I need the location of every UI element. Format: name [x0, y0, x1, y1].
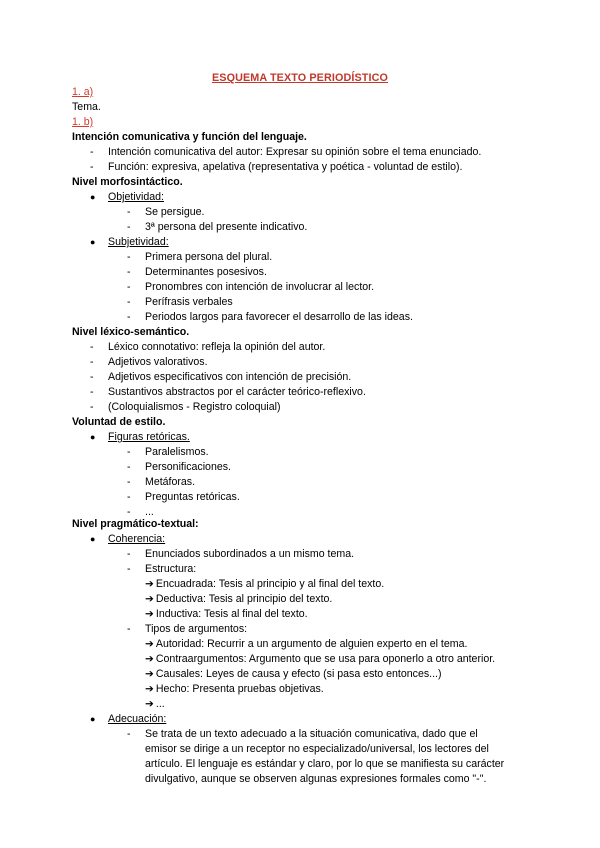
arrow-item — [145, 668, 442, 681]
arrow-item-text: Causales: Leyes de causa y efecto (si pasa esto entonces...) — [155, 668, 442, 680]
subheading-adecuacion: Adecuación: — [108, 713, 167, 725]
heading-morfosintactico: Nivel morfosintáctico. — [72, 176, 183, 188]
list-item: (Coloquialismos - Registro coloquial) — [108, 401, 281, 413]
dash-marker: - — [127, 623, 131, 635]
list-item: Periodos largos para favorecer el desarrollo de las ideas. — [145, 311, 413, 323]
arrow-item-text: Inductiva: Tesis al final del texto. — [155, 608, 308, 620]
paragraph-line: artículo. El lenguaje es estándar y claro, por lo que se manifiesta su carácter — [145, 758, 505, 770]
list-item: Intención comunicativa del autor: Expresar su opinión sobre el tema enunciado. — [108, 146, 482, 158]
section-label-1b: 1. b) — [72, 116, 94, 128]
dash-marker: - — [127, 476, 131, 488]
dash-marker: - — [127, 563, 131, 575]
dash-marker: - — [127, 311, 131, 323]
dash-marker: - — [90, 356, 94, 368]
arrow-item — [145, 593, 332, 606]
arrow-item-text: Hecho: Presenta pruebas objetivas. — [155, 683, 324, 695]
bullet-marker: ● — [90, 192, 96, 202]
arrow-icon: ➔ — [145, 608, 154, 620]
list-item: Función: expresiva, apelativa (representativa y poética - voluntad de estilo). — [108, 161, 463, 173]
dash-marker: - — [127, 266, 131, 278]
paragraph-line: divulgativo, aunque se observen algunas expresiones formales como "-". — [145, 773, 487, 785]
arrow-icon: ➔ — [145, 653, 154, 665]
list-item: Perífrasis verbales — [145, 296, 233, 308]
dash-marker: - — [127, 548, 131, 560]
dash-marker: - — [127, 491, 131, 503]
dash-marker: - — [127, 281, 131, 293]
dash-marker: - — [90, 161, 94, 173]
dash-marker: - — [90, 386, 94, 398]
arrow-item — [145, 653, 495, 666]
dash-marker: - — [90, 371, 94, 383]
list-item: ... — [145, 506, 154, 518]
bullet-marker: ● — [90, 237, 96, 247]
list-item: Adjetivos valorativos. — [108, 356, 208, 368]
section-label-1a: 1. a) — [72, 86, 94, 98]
list-item: Se persigue. — [145, 206, 205, 218]
list-item-estructura: Estructura: — [145, 563, 197, 575]
arrow-item — [145, 698, 165, 711]
list-item: Adjetivos especificativos con intención de precisión. — [108, 371, 352, 383]
heading-pragmatico-textual: Nivel pragmático-textual: — [72, 518, 199, 530]
heading-voluntad-estilo: Voluntad de estilo. — [72, 416, 166, 428]
list-item: Paralelismos. — [145, 446, 209, 458]
dash-marker: - — [90, 401, 94, 413]
list-item-argumentos: Tipos de argumentos: — [145, 623, 248, 635]
dash-marker: - — [127, 446, 131, 458]
arrow-item — [145, 683, 324, 696]
arrow-icon: ➔ — [145, 638, 154, 650]
paragraph-line: Se trata de un texto adecuado a la situación comunicativa, dado que el — [145, 728, 478, 740]
list-item: Léxico connotativo: refleja la opinión del autor. — [108, 341, 326, 353]
arrow-item — [145, 578, 384, 591]
arrow-icon: ➔ — [145, 593, 154, 605]
subheading-coherencia: Coherencia: — [108, 533, 166, 545]
heading-intencion: Intención comunicativa y función del lenguaje. — [72, 131, 307, 143]
dash-marker: - — [90, 341, 94, 353]
dash-marker: - — [127, 296, 131, 308]
subheading-subjetividad: Subjetividad: — [108, 236, 169, 248]
arrow-item — [145, 608, 308, 621]
bullet-marker: ● — [90, 714, 96, 724]
list-item: Personificaciones. — [145, 461, 231, 473]
document-title: ESQUEMA TEXTO PERIODÍSTICO — [212, 72, 388, 84]
list-item: Metáforas. — [145, 476, 196, 488]
subheading-objetividad: Objetividad: — [108, 191, 164, 203]
list-item: Pronombres con intención de involucrar al lector. — [145, 281, 375, 293]
list-item: Enunciados subordinados a un mismo tema. — [145, 548, 355, 560]
arrow-item — [145, 638, 467, 651]
dash-marker: - — [127, 728, 131, 740]
list-item: 3ª persona del presente indicativo. — [145, 221, 308, 233]
dash-marker: - — [127, 506, 131, 518]
arrow-item-text: Deductiva: Tesis al principio del texto. — [155, 593, 333, 605]
bullet-marker: ● — [90, 432, 96, 442]
arrow-icon: ➔ — [145, 668, 154, 680]
dash-marker: - — [127, 221, 131, 233]
arrow-item-text: Contraargumentos: Argumento que se usa para oponerlo a otro anterior. — [155, 653, 496, 665]
dash-marker: - — [127, 461, 131, 473]
paragraph-line: emisor se dirige a un receptor no especializado/universal, los lectores del — [145, 743, 489, 755]
subheading-figuras: Figuras retóricas. — [108, 431, 190, 443]
arrow-item-text: Autoridad: Recurrir a un argumento de alguien experto en el tema. — [155, 638, 468, 650]
arrow-icon: ➔ — [145, 578, 154, 590]
list-item: Preguntas retóricas. — [145, 491, 240, 503]
list-item: Sustantivos abstractos por el carácter teórico-reflexivo. — [108, 386, 366, 398]
bullet-marker: ● — [90, 534, 96, 544]
heading-lexico-semantico: Nivel léxico-semántico. — [72, 326, 190, 338]
arrow-icon: ➔ — [145, 683, 154, 695]
arrow-icon: ➔ — [145, 698, 154, 710]
arrow-item-text: Encuadrada: Tesis al principio y al final del texto. — [155, 578, 385, 590]
arrow-item-text: ... — [155, 698, 165, 710]
dash-marker: - — [127, 206, 131, 218]
dash-marker: - — [90, 146, 94, 158]
dash-marker: - — [127, 251, 131, 263]
list-item: Determinantes posesivos. — [145, 266, 267, 278]
list-item: Primera persona del plural. — [145, 251, 273, 263]
section-text-tema: Tema. — [72, 101, 101, 113]
